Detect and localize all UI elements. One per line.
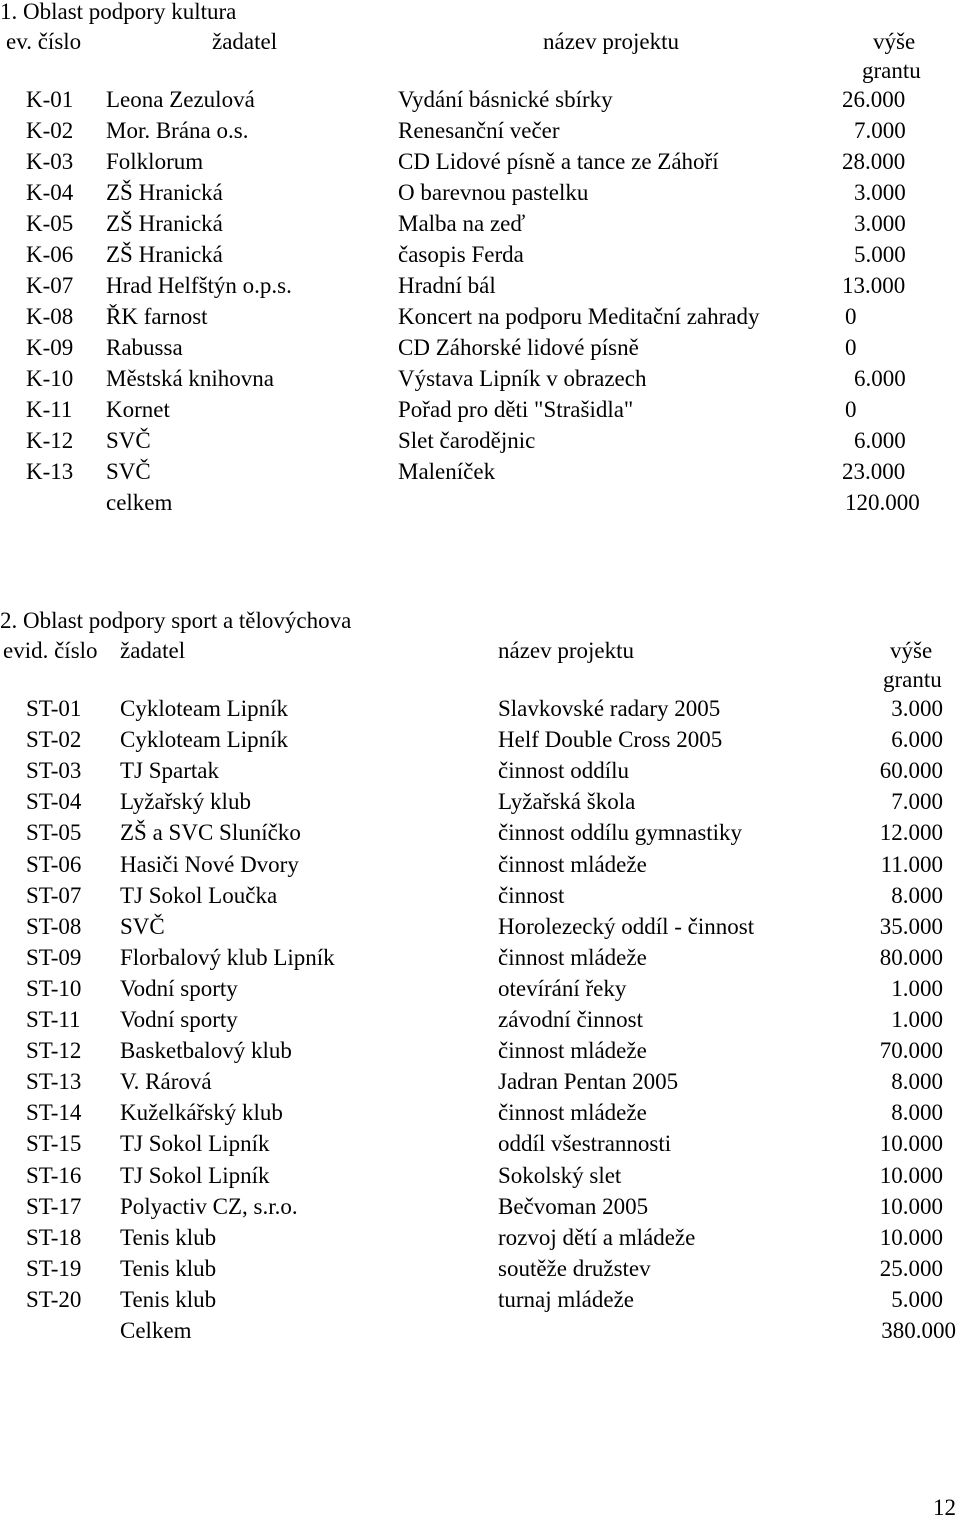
row-nazev: Koncert na podporu Meditační zahrady [398, 304, 760, 329]
row-grant: 3.000 [854, 180, 906, 205]
row-grant: 10.000 [879, 1194, 943, 1219]
row-nazev: činnost [498, 883, 565, 908]
row-grant: 5.000 [854, 242, 906, 267]
row-ev: K-07 [26, 273, 74, 298]
row-ev: K-09 [26, 335, 74, 360]
table-row [0, 395, 960, 425]
table-row [0, 1036, 960, 1066]
table-row [0, 302, 960, 332]
row-zadatel: V. Rárová [120, 1069, 212, 1094]
row-nazev: činnost oddílu [498, 758, 629, 783]
row-ev: K-03 [26, 149, 74, 174]
row-grant: 8.000 [891, 883, 943, 908]
row-nazev: Slavkovské radary 2005 [498, 696, 721, 721]
row-nazev: Helf Double Cross 2005 [498, 727, 723, 752]
total-value: 380.000 [881, 1318, 956, 1343]
section2-header [0, 636, 960, 666]
row-nazev: Jadran Pentan 2005 [498, 1069, 679, 1094]
table-row [0, 1285, 960, 1315]
row-ev: K-06 [26, 242, 74, 267]
table-row [0, 240, 960, 270]
row-grant: 8.000 [891, 1100, 943, 1125]
row-nazev: činnost oddílu gymnastiky [498, 820, 743, 845]
header-grantu: grantu [883, 667, 942, 692]
row-grant: 80.000 [879, 945, 943, 970]
row-nazev: Výstava Lipník v obrazech [398, 366, 647, 391]
row-grant: 6.000 [854, 366, 906, 391]
table-row [0, 694, 960, 724]
row-zadatel: ZŠ a SVC Sluníčko [120, 820, 301, 845]
total-row [0, 488, 960, 518]
row-grant: 10.000 [879, 1225, 943, 1250]
row-grant: 0 [845, 335, 857, 360]
row-zadatel: Rabussa [106, 335, 183, 360]
row-ev: K-11 [26, 397, 73, 422]
section1-title: 1. Oblast podpory kultura [0, 0, 237, 24]
header-zadatel: žadatel [212, 29, 278, 54]
row-zadatel: SVČ [106, 459, 151, 484]
total-row [0, 1316, 960, 1346]
row-grant: 8.000 [891, 1069, 943, 1094]
page-number: 12 [933, 1495, 956, 1520]
table-row [0, 1005, 960, 1035]
row-ev: ST-04 [26, 789, 82, 814]
row-ev: ST-07 [26, 883, 82, 908]
row-zadatel: Vodní sporty [120, 976, 238, 1001]
table-row [0, 333, 960, 363]
table-row [0, 364, 960, 394]
row-grant: 10.000 [879, 1131, 943, 1156]
table-row [0, 1098, 960, 1128]
row-nazev: Slet čarodějnic [398, 428, 536, 453]
table-row [0, 818, 960, 848]
table-row [0, 1067, 960, 1097]
row-ev: ST-15 [26, 1131, 82, 1156]
table-row [0, 756, 960, 786]
row-grant: 25.000 [879, 1256, 943, 1281]
row-zadatel: Cykloteam Lipník [120, 727, 289, 752]
header-nazev: název projektu [543, 29, 680, 54]
row-zadatel: Leona Zezulová [106, 87, 255, 112]
row-nazev: otevírání řeky [498, 976, 627, 1001]
row-grant: 60.000 [879, 758, 943, 783]
row-zadatel: TJ Sokol Loučka [120, 883, 278, 908]
row-ev: K-12 [26, 428, 74, 453]
row-grant: 1.000 [891, 1007, 943, 1032]
row-grant: 13.000 [842, 273, 906, 298]
row-nazev: časopis Ferda [398, 242, 524, 267]
total-label: Celkem [120, 1318, 192, 1343]
row-nazev: turnaj mládeže [498, 1287, 635, 1312]
row-ev: ST-06 [26, 852, 82, 877]
row-zadatel: Florbalový klub Lipník [120, 945, 335, 970]
table-row [0, 881, 960, 911]
row-ev: ST-17 [26, 1194, 82, 1219]
table-row [0, 943, 960, 973]
section2-title: 2. Oblast podpory sport a tělovýchova [0, 608, 352, 633]
table-row [0, 85, 960, 115]
row-zadatel: Vodní sporty [120, 1007, 238, 1032]
row-nazev: soutěže družstev [498, 1256, 651, 1281]
row-nazev: CD Lidové písně a tance ze Záhoří [398, 149, 719, 174]
row-grant: 6.000 [891, 727, 943, 752]
row-nazev: Sokolský slet [498, 1163, 622, 1188]
total-label: celkem [106, 490, 173, 515]
row-zadatel: TJ Sokol Lipník [120, 1131, 270, 1156]
row-grant: 26.000 [842, 87, 906, 112]
row-ev: K-05 [26, 211, 74, 236]
row-grant: 0 [845, 304, 857, 329]
row-ev: K-04 [26, 180, 74, 205]
row-nazev: činnost mládeže [498, 1038, 647, 1063]
row-zadatel: Tenis klub [120, 1256, 217, 1281]
row-zadatel: Hrad Helfštýn o.p.s. [106, 273, 292, 298]
row-ev: ST-16 [26, 1163, 82, 1188]
total-value: 120.000 [845, 490, 920, 515]
row-ev: ST-10 [26, 976, 82, 1001]
table-row [0, 1223, 960, 1253]
row-nazev: závodní činnost [498, 1007, 643, 1032]
row-grant: 0 [845, 397, 857, 422]
row-zadatel: Kornet [106, 397, 170, 422]
table-row [0, 147, 960, 177]
row-ev: ST-05 [26, 820, 82, 845]
row-zadatel: Mor. Brána o.s. [106, 118, 249, 143]
section2-header-2 [0, 665, 960, 695]
row-nazev: oddíl všestrannosti [498, 1131, 672, 1156]
row-ev: ST-01 [26, 696, 82, 721]
row-ev: K-08 [26, 304, 74, 329]
row-zadatel: ŘK farnost [106, 304, 208, 329]
row-nazev: Bečvoman 2005 [498, 1194, 649, 1219]
table-row [0, 178, 960, 208]
row-ev: K-10 [26, 366, 74, 391]
row-grant: 70.000 [879, 1038, 943, 1063]
row-ev: K-13 [26, 459, 74, 484]
row-grant: 10.000 [879, 1163, 943, 1188]
table-row [0, 974, 960, 1004]
row-ev: K-02 [26, 118, 74, 143]
row-ev: ST-14 [26, 1100, 82, 1125]
table-row [0, 912, 960, 942]
table-row [0, 787, 960, 817]
row-grant: 11.000 [880, 852, 943, 877]
row-zadatel: SVČ [106, 428, 151, 453]
row-zadatel: Basketbalový klub [120, 1038, 292, 1063]
row-grant: 23.000 [842, 459, 906, 484]
row-nazev: Renesanční večer [398, 118, 560, 143]
table-row [0, 1192, 960, 1222]
row-nazev: Maleníček [398, 459, 496, 484]
row-ev: ST-11 [26, 1007, 81, 1032]
row-grant: 35.000 [879, 914, 943, 939]
row-grant: 1.000 [891, 976, 943, 1001]
header-vyse: výše [890, 638, 933, 663]
table-row [0, 1129, 960, 1159]
row-zadatel: Tenis klub [120, 1225, 217, 1250]
row-zadatel: TJ Sokol Lipník [120, 1163, 270, 1188]
section1-header [0, 27, 960, 57]
row-zadatel: Folklorum [106, 149, 204, 174]
row-nazev: Pořad pro děti "Strašidla" [398, 397, 634, 422]
row-nazev: Hradní bál [398, 273, 496, 298]
row-zadatel: Cykloteam Lipník [120, 696, 289, 721]
header-grantu: grantu [862, 58, 921, 83]
table-row [0, 426, 960, 456]
row-grant: 28.000 [842, 149, 906, 174]
row-zadatel: ZŠ Hranická [106, 180, 223, 205]
header-ev: ev. číslo [6, 29, 82, 54]
row-grant: 6.000 [854, 428, 906, 453]
row-ev: ST-02 [26, 727, 82, 752]
table-row [0, 850, 960, 880]
row-nazev: O barevnou pastelku [398, 180, 589, 205]
row-ev: K-01 [26, 87, 74, 112]
row-zadatel: Polyactiv CZ, s.r.o. [120, 1194, 298, 1219]
table-row [0, 1161, 960, 1191]
row-zadatel: Hasiči Nové Dvory [120, 852, 299, 877]
row-ev: ST-20 [26, 1287, 82, 1312]
row-ev: ST-03 [26, 758, 82, 783]
row-nazev: Lyžařská škola [498, 789, 636, 814]
row-nazev: Vydání básnické sbírky [398, 87, 613, 112]
row-grant: 12.000 [879, 820, 943, 845]
row-grant: 7.000 [891, 789, 943, 814]
row-zadatel: ZŠ Hranická [106, 242, 223, 267]
row-zadatel: Lyžařský klub [120, 789, 251, 814]
table-row [0, 1254, 960, 1284]
header-zadatel: žadatel [120, 638, 186, 663]
row-nazev: rozvoj dětí a mládeže [498, 1225, 696, 1250]
row-nazev: činnost mládeže [498, 945, 647, 970]
row-zadatel: Tenis klub [120, 1287, 217, 1312]
table-row [0, 271, 960, 301]
row-ev: ST-13 [26, 1069, 82, 1094]
row-nazev: CD Záhorské lidové písně [398, 335, 639, 360]
table-row [0, 725, 960, 755]
header-nazev: název projektu [498, 638, 635, 663]
row-ev: ST-19 [26, 1256, 82, 1281]
row-ev: ST-12 [26, 1038, 82, 1063]
row-grant: 3.000 [854, 211, 906, 236]
row-zadatel: TJ Spartak [120, 758, 220, 783]
header-vyse: výše [873, 29, 916, 54]
row-ev: ST-08 [26, 914, 82, 939]
section1-header-2 [0, 56, 960, 86]
table-row [0, 457, 960, 487]
row-zadatel: ZŠ Hranická [106, 211, 223, 236]
row-zadatel: SVČ [120, 914, 165, 939]
row-nazev: činnost mládeže [498, 1100, 647, 1125]
row-zadatel: Kuželkářský klub [120, 1100, 283, 1125]
table-row [0, 209, 960, 239]
header-ev: evid. číslo [3, 638, 98, 663]
row-ev: ST-18 [26, 1225, 82, 1250]
row-nazev: Horolezecký oddíl - činnost [498, 914, 755, 939]
row-ev: ST-09 [26, 945, 82, 970]
table-row [0, 116, 960, 146]
row-zadatel: Městská knihovna [106, 366, 275, 391]
row-grant: 5.000 [891, 1287, 943, 1312]
row-grant: 3.000 [891, 696, 943, 721]
row-nazev: Malba na zeď [398, 211, 526, 236]
row-grant: 7.000 [854, 118, 906, 143]
row-nazev: činnost mládeže [498, 852, 647, 877]
